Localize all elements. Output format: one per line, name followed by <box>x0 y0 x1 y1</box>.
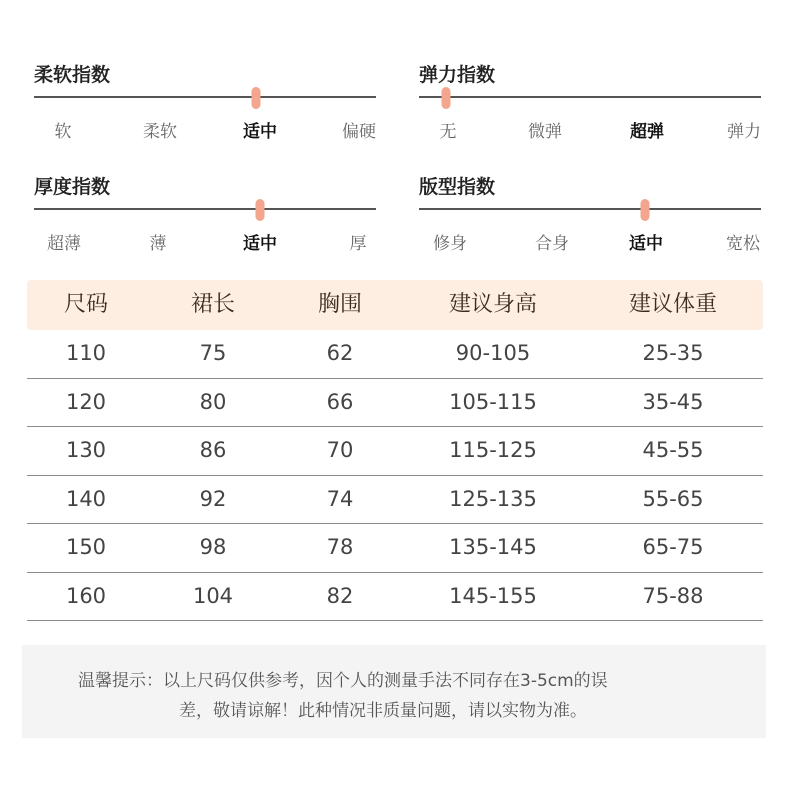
table-cell: 70 <box>326 438 354 462</box>
index-title: 柔软指数 <box>34 64 111 86</box>
softness-index <box>34 60 376 140</box>
table-cell: 86 <box>199 438 227 462</box>
index-track <box>419 96 761 98</box>
table-cell: 82 <box>326 583 354 608</box>
index-label: 薄 <box>149 234 167 254</box>
index-label-selected: 适中 <box>629 234 663 254</box>
index-marker <box>442 87 451 109</box>
table-cell: 25-35 <box>642 341 704 365</box>
table-cell: 105-115 <box>449 389 537 414</box>
table-cell: 150 <box>65 535 107 559</box>
index-label-selected: 适中 <box>243 234 277 254</box>
table-cell: 145-155 <box>449 583 537 608</box>
index-label: 超薄 <box>47 234 81 254</box>
table-cell: 45-55 <box>642 438 704 462</box>
index-label: 柔软 <box>143 122 177 142</box>
elasticity-index <box>419 60 761 140</box>
table-row <box>27 524 763 573</box>
index-track <box>34 208 376 210</box>
table-row <box>27 476 763 525</box>
size-table <box>27 280 763 621</box>
table-cell: 80 <box>199 389 227 414</box>
index-track <box>419 208 761 210</box>
table-cell: 62 <box>326 341 354 365</box>
table-row <box>27 427 763 476</box>
table-cell: 78 <box>326 535 354 559</box>
table-cell: 115-125 <box>449 438 537 462</box>
table-cell: 92 <box>199 486 227 511</box>
index-marker <box>252 87 261 109</box>
table-body <box>27 330 763 621</box>
notice-box <box>22 645 766 738</box>
index-label: 合身 <box>535 234 569 254</box>
index-labels <box>34 229 376 253</box>
table-row <box>27 573 763 622</box>
table-cell: 75-88 <box>642 583 704 608</box>
table-cell: 120 <box>65 389 107 414</box>
table-cell: 130 <box>65 438 107 462</box>
thickness-index <box>34 172 376 252</box>
index-marker <box>255 199 264 221</box>
header-weight: 建议体重 <box>628 292 718 317</box>
index-label-selected: 适中 <box>243 122 277 142</box>
index-label: 微弹 <box>528 122 562 142</box>
table-cell: 90-105 <box>455 341 531 365</box>
index-title: 版型指数 <box>419 176 496 198</box>
index-label-selected: 超弹 <box>630 122 664 142</box>
index-label: 厚 <box>349 234 367 254</box>
index-label: 弹力 <box>727 122 761 142</box>
table-row <box>27 379 763 428</box>
table-cell: 125-135 <box>449 486 537 511</box>
table-cell: 66 <box>326 389 354 414</box>
header-size: 尺码 <box>63 292 109 317</box>
table-cell: 104 <box>192 583 234 608</box>
table-cell: 75 <box>199 341 227 365</box>
table-row <box>27 330 763 379</box>
header-height: 建议身高 <box>448 292 538 317</box>
table-cell: 135-145 <box>449 535 537 559</box>
fit-index <box>419 172 761 252</box>
index-label: 偏硬 <box>342 122 376 142</box>
table-cell: 65-75 <box>642 535 704 559</box>
index-label: 宽松 <box>726 234 760 254</box>
index-labels <box>419 229 761 253</box>
table-cell: 35-45 <box>642 389 704 414</box>
index-title: 厚度指数 <box>34 176 111 198</box>
index-labels <box>34 117 376 141</box>
index-marker <box>640 199 649 221</box>
index-label: 无 <box>439 122 457 142</box>
table-header <box>27 280 763 330</box>
index-labels <box>419 117 761 141</box>
index-label: 软 <box>54 122 72 142</box>
header-length: 裙长 <box>190 292 236 317</box>
notice-line-1: 温馨提示：以上尺码仅供参考，因个人的测量手法不同存在3-5cm的误 <box>78 671 608 691</box>
table-cell: 55-65 <box>642 486 704 511</box>
table-cell: 74 <box>326 486 354 511</box>
table-cell: 160 <box>65 583 107 608</box>
index-title: 弹力指数 <box>419 64 496 86</box>
header-bust: 胸围 <box>317 292 363 317</box>
table-cell: 98 <box>199 535 227 559</box>
table-cell: 140 <box>65 486 107 511</box>
index-label: 修身 <box>433 234 467 254</box>
table-cell: 110 <box>65 341 107 365</box>
index-track <box>34 96 376 98</box>
notice-line-2: 差，敬请谅解！此种情况非质量问题，请以实物为准。 <box>179 701 587 721</box>
